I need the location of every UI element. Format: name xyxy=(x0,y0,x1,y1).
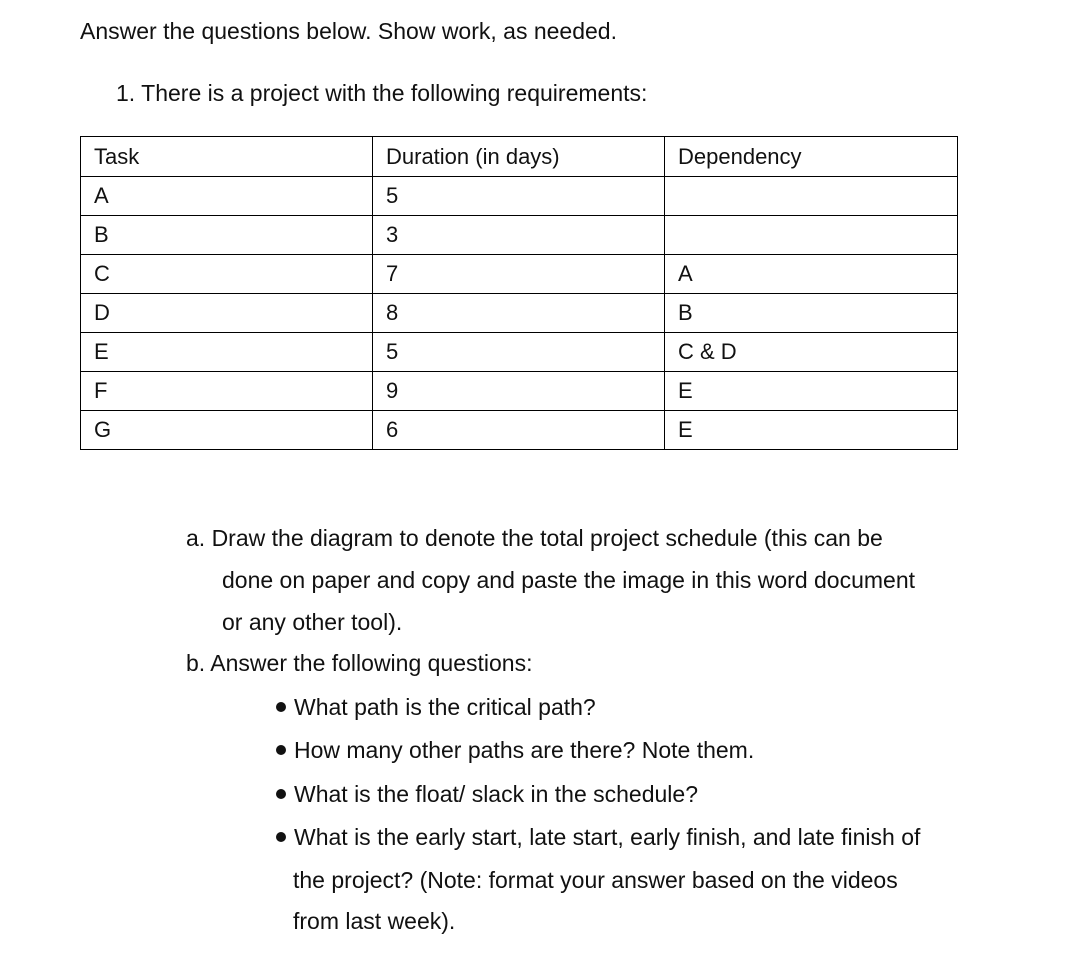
duration-cell: 5 xyxy=(373,177,665,216)
table-row xyxy=(81,255,958,294)
bullet-text: What is the float/ slack in the schedule? xyxy=(294,781,698,807)
dependency-cell xyxy=(665,177,958,216)
table-header-row xyxy=(81,137,958,177)
bullet-item xyxy=(276,736,754,764)
bullet-item xyxy=(276,780,698,808)
instructions: Answer the questions below. Show work, as needed. xyxy=(80,18,617,44)
task-cell: F xyxy=(81,372,373,411)
bullet-text: How many other paths are there? Note them. xyxy=(294,737,755,763)
task-cell: C xyxy=(81,255,373,294)
duration-cell: 3 xyxy=(373,216,665,255)
bullet-item xyxy=(276,693,596,721)
table-row xyxy=(81,372,958,411)
bullet-continuation: from last week). xyxy=(293,908,456,934)
bullet-icon xyxy=(276,745,286,755)
dependency-cell: A xyxy=(665,255,958,294)
bullet-icon xyxy=(276,832,286,842)
header-dependency: Dependency xyxy=(665,137,958,177)
bullet-icon xyxy=(276,789,286,799)
task-cell: D xyxy=(81,294,373,333)
part-a-line-3: or any other tool). xyxy=(222,609,403,635)
table-row xyxy=(81,177,958,216)
dependency-cell: E xyxy=(665,372,958,411)
bullet-item xyxy=(276,823,920,851)
duration-cell: 8 xyxy=(373,294,665,333)
dependency-cell: C & D xyxy=(665,333,958,372)
dependency-cell: B xyxy=(665,294,958,333)
table-row xyxy=(81,411,958,450)
bullet-continuation: the project? (Note: format your answer based on the videos xyxy=(293,867,898,893)
duration-cell: 6 xyxy=(373,411,665,450)
task-cell: A xyxy=(81,177,373,216)
header-task: Task xyxy=(81,137,373,177)
header-duration: Duration (in days) xyxy=(373,137,665,177)
table-row xyxy=(81,216,958,255)
requirements-table xyxy=(80,136,958,450)
table-row xyxy=(81,333,958,372)
task-cell: B xyxy=(81,216,373,255)
bullet-text: What path is the critical path? xyxy=(294,694,596,720)
dependency-cell: E xyxy=(665,411,958,450)
dependency-cell xyxy=(665,216,958,255)
duration-cell: 9 xyxy=(373,372,665,411)
part-b-label: b. Answer the following questions: xyxy=(186,650,533,676)
bullet-text: What is the early start, late start, early finish, and late finish of xyxy=(294,824,921,850)
table-row xyxy=(81,294,958,333)
part-a-line-1: a. Draw the diagram to denote the total project schedule (this can be xyxy=(186,525,883,551)
task-cell: G xyxy=(81,411,373,450)
part-a-line-2: done on paper and copy and paste the image in this word document xyxy=(222,567,916,593)
bullet-icon xyxy=(276,702,286,712)
duration-cell: 5 xyxy=(373,333,665,372)
task-cell: E xyxy=(81,333,373,372)
question-1-heading: 1. There is a project with the following requirements: xyxy=(116,80,648,106)
duration-cell: 7 xyxy=(373,255,665,294)
